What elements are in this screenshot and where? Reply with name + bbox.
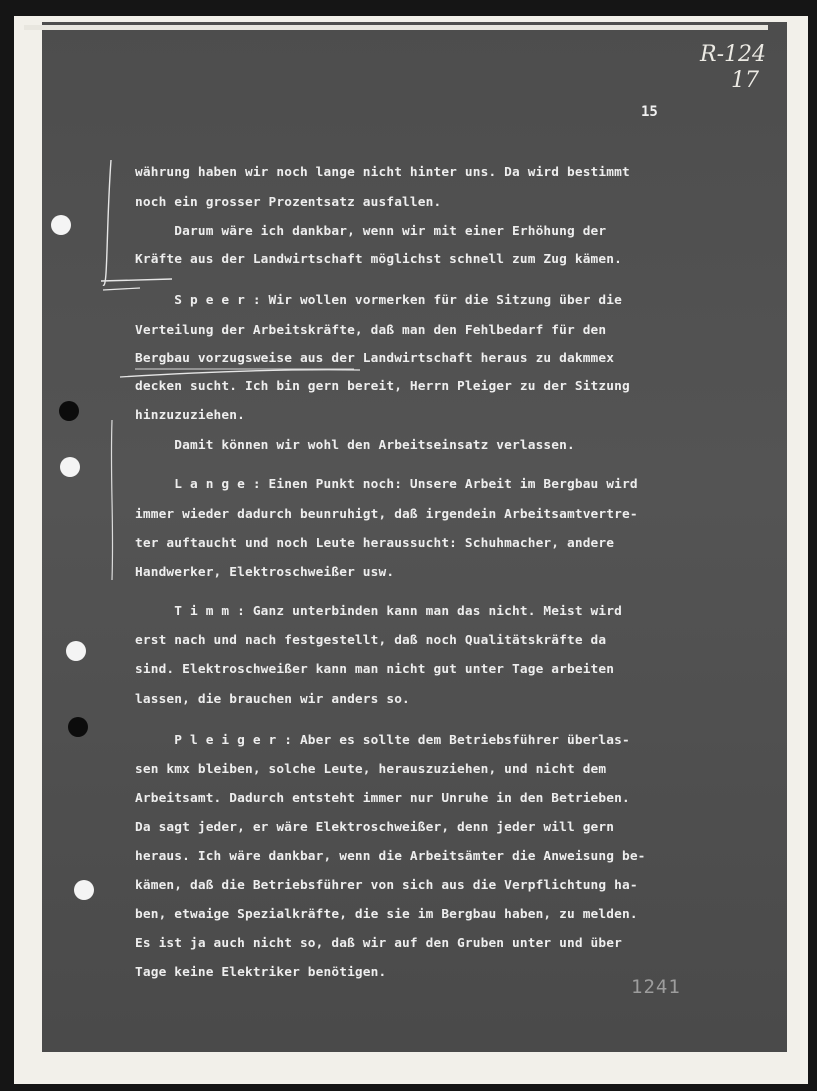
speaker-paragraph: L a n g e : Einen Punkt noch: Unsere Arbeit im Bergbau wird bbox=[135, 477, 638, 492]
archive-reference: R-124 bbox=[700, 42, 766, 67]
text-line: Damit können wir wohl den Arbeitseinsatz verlassen. bbox=[135, 438, 575, 453]
text-line: erst nach und nach festgestellt, daß noch Qualitätskräfte da bbox=[135, 633, 607, 648]
speaker-paragraph: P l e i g e r : Aber es sollte dem Betriebsführer überlas- bbox=[135, 733, 630, 748]
text-line: Arbeitsamt. Dadurch entsteht immer nur Unruhe in den Betrieben. bbox=[135, 791, 630, 806]
text-line: noch ein grosser Prozentsatz ausfallen. bbox=[135, 195, 442, 210]
archive-stamp-number: 1241 bbox=[631, 976, 681, 998]
text-line: decken sucht. Ich bin gern bereit, Herrn Pleiger zu der Sitzung bbox=[135, 379, 630, 394]
page-number: 15 bbox=[641, 104, 658, 120]
margin-pencil-stroke bbox=[103, 288, 140, 290]
text-line: heraus. Ich wäre dankbar, wenn die Arbeitsämter die Anweisung be- bbox=[135, 849, 646, 864]
text-line: ben, etwaige Spezialkräfte, die sie im Bergbau haben, zu melden. bbox=[135, 907, 638, 922]
text-line: Es ist ja auch nicht so, daß wir auf den Gruben unter und über bbox=[135, 936, 622, 951]
text-line: Darum wäre ich dankbar, wenn wir mit einer Erhöhung der bbox=[135, 224, 607, 239]
margin-pencil-line bbox=[111, 420, 112, 580]
text-line: sind. Elektroschweißer kann man nicht gut unter Tage arbeiten bbox=[135, 662, 615, 677]
archive-reference-sub: 17 bbox=[731, 68, 759, 93]
text-line: hinzuzuziehen. bbox=[135, 408, 245, 423]
text-line: immer wieder dadurch beunruhigt, daß irgendein Arbeitsamtvertre- bbox=[135, 507, 638, 522]
text-line: Handwerker, Elektroschweißer usw. bbox=[135, 565, 395, 580]
text-line: kämen, daß die Betriebsführer von sich aus die Verpflichtung ha- bbox=[135, 878, 638, 893]
margin-pencil-stroke bbox=[101, 279, 172, 281]
text-line: währung haben wir noch lange nicht hinter uns. Da wird bestimmt bbox=[135, 165, 630, 180]
speaker-paragraph: T i m m : Ganz unterbinden kann man das nicht. Meist wird bbox=[135, 604, 622, 619]
text-line: Verteilung der Arbeitskräfte, daß man den Fehlbedarf für den bbox=[135, 323, 607, 338]
text-line: ter auftaucht und noch Leute heraussucht: Schuhmacher, andere bbox=[135, 536, 615, 551]
underline-mark bbox=[120, 370, 360, 377]
text-line: Bergbau vorzugsweise aus der Landwirtschaft heraus zu dakmmex bbox=[135, 351, 615, 366]
margin-pencil-line bbox=[103, 160, 111, 285]
text-line: lassen, die brauchen wir anders so. bbox=[135, 692, 410, 707]
text-line: Kräfte aus der Landwirtschaft möglichst schnell zum Zug kämen. bbox=[135, 252, 622, 267]
text-line: Tage keine Elektriker benötigen. bbox=[135, 965, 387, 980]
speaker-paragraph: S p e e r : Wir wollen vormerken für die Sitzung über die bbox=[135, 293, 622, 308]
text-line: Da sagt jeder, er wäre Elektroschweißer, denn jeder will gern bbox=[135, 820, 615, 835]
text-line: sen kmx bleiben, solche Leute, herauszuziehen, und nicht dem bbox=[135, 762, 607, 777]
